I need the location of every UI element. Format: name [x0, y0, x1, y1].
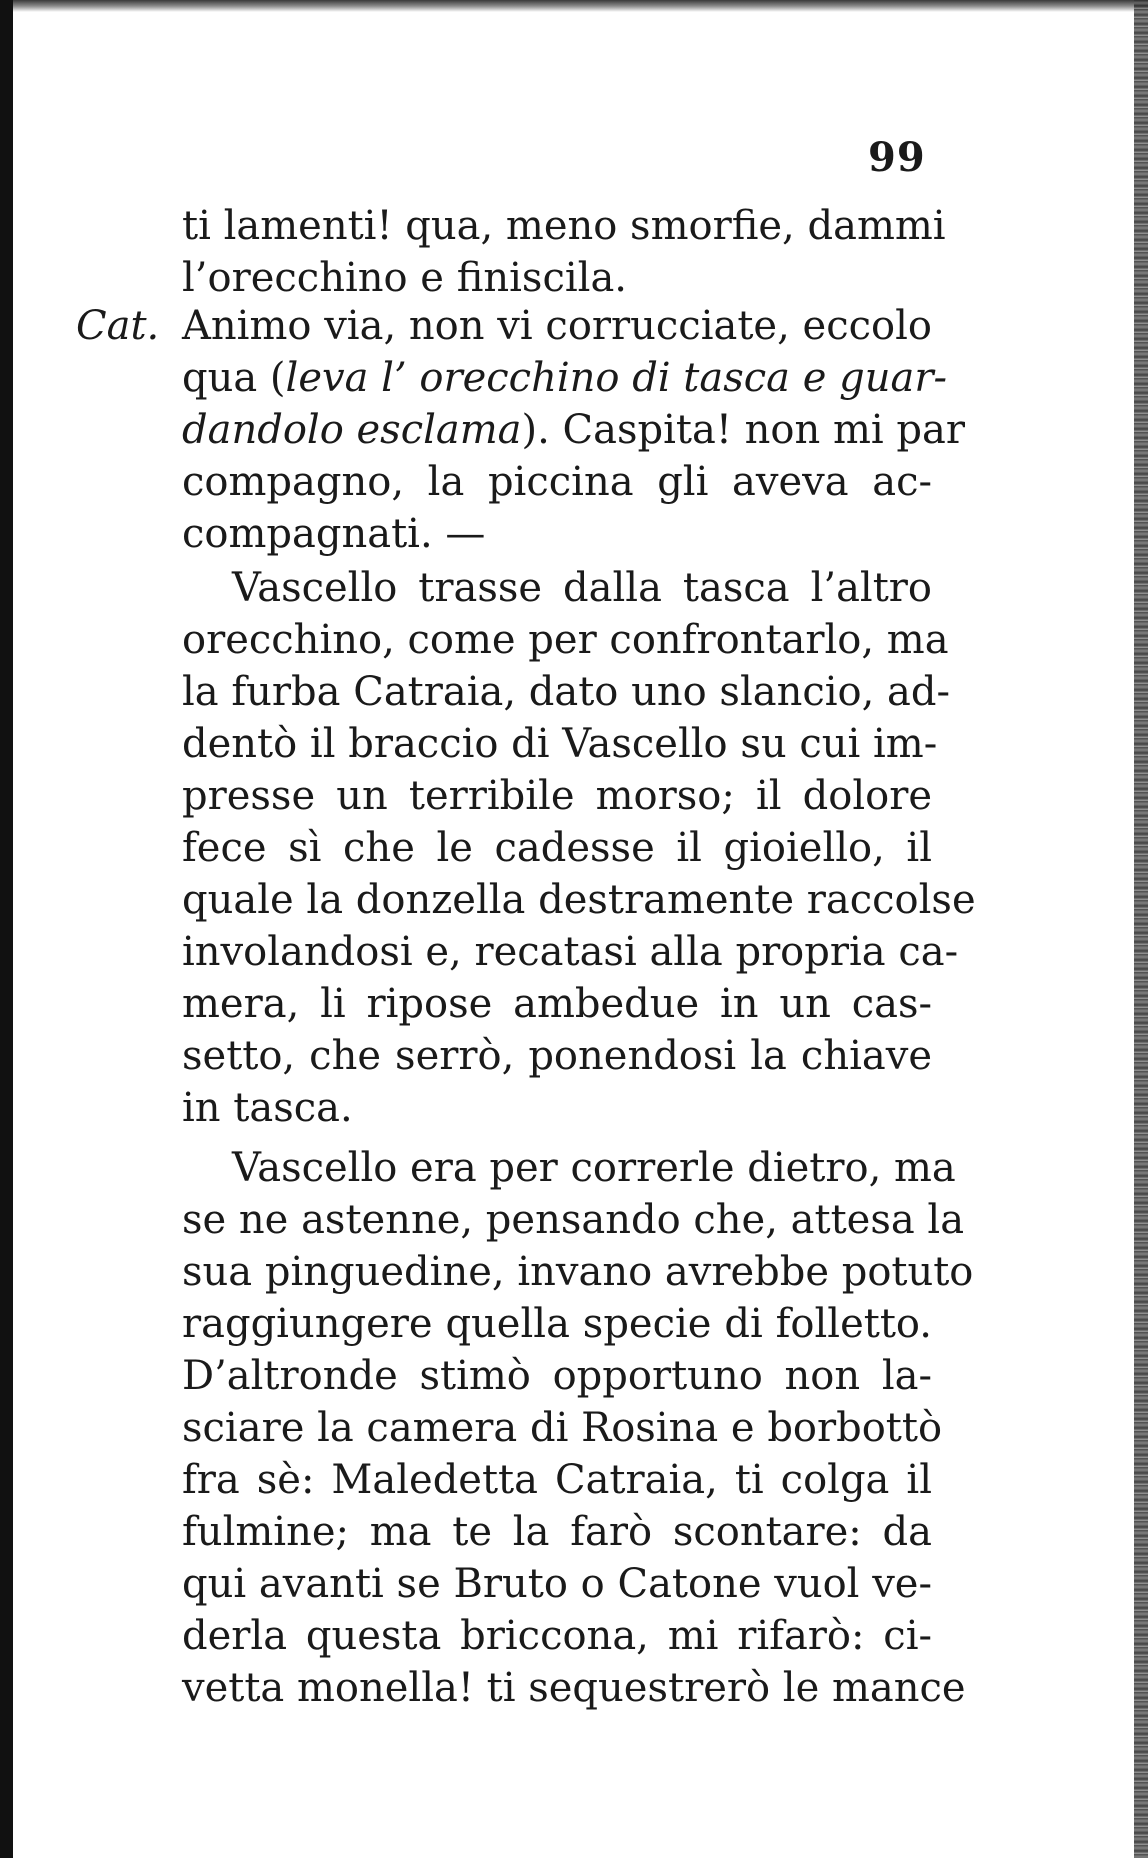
text-line: l’orecchino e finiscila. [182, 255, 627, 301]
text-line: presse un terribile morso; il dolore [182, 773, 932, 819]
text-line: Vascello trasse dalla tasca l’altro [232, 565, 932, 611]
text-line: sua pinguedine, invano avrebbe potuto [182, 1249, 974, 1295]
text-line: la furba Catraia, dato uno slancio, ad- [182, 669, 951, 715]
text-line: raggiungere quella specie di folletto. [182, 1301, 932, 1347]
text-line: fece sì che le cadesse il gioiello, il [182, 825, 932, 871]
page-right-edge [1134, 0, 1148, 1858]
text-line: D’altronde stimò opportuno non la- [182, 1353, 932, 1399]
text-line: qui avanti se Bruto o Catone vuol ve- [182, 1561, 932, 1607]
text-line: in tasca. [182, 1085, 353, 1131]
text-line: quale la donzella destramente raccolse [182, 877, 976, 923]
text-line: Animo via, non vi corrucciate, eccolo [182, 303, 932, 349]
page-binding-edge [0, 0, 13, 1858]
text-line: vetta monella! ti sequestrerò le mance [182, 1665, 966, 1711]
text-line: compagnati. — [182, 511, 486, 557]
text-line: mera, li ripose ambedue in un cas- [182, 981, 932, 1027]
page-top-edge [0, 0, 1148, 12]
text-line: derla questa briccona, mi rifarò: ci- [182, 1613, 932, 1659]
text-line: se ne astenne, pensando che, attesa la [182, 1197, 965, 1243]
text-line: Vascello era per correrle dietro, ma [232, 1145, 956, 1191]
text-line: sciare la camera di Rosina e borbottò [182, 1405, 943, 1451]
text-line: dentò il braccio di Vascello su cui im- [182, 721, 938, 767]
text-line: orecchino, come per confrontarlo, ma [182, 617, 949, 663]
text-line: setto, che serrò, ponendosi la chiave [182, 1033, 932, 1079]
text-line: dandolo esclama). Caspita! non mi par [182, 407, 965, 453]
text-line: fra sè: Maledetta Catraia, ti colga il [182, 1457, 932, 1503]
text-line: qua (leva l’ orecchino di tasca e guar- [182, 355, 947, 401]
text-line: fulmine; ma te la farò scontare: da [182, 1509, 932, 1555]
page-number: 99 [868, 134, 926, 181]
speaker-label: Cat. [76, 303, 160, 349]
text-line: compagno, la piccina gli aveva ac- [182, 459, 932, 505]
text-line: ti lamenti! qua, meno smorfie, dammi [182, 203, 946, 249]
text-line: involandosi e, recatasi alla propria ca- [182, 929, 959, 975]
